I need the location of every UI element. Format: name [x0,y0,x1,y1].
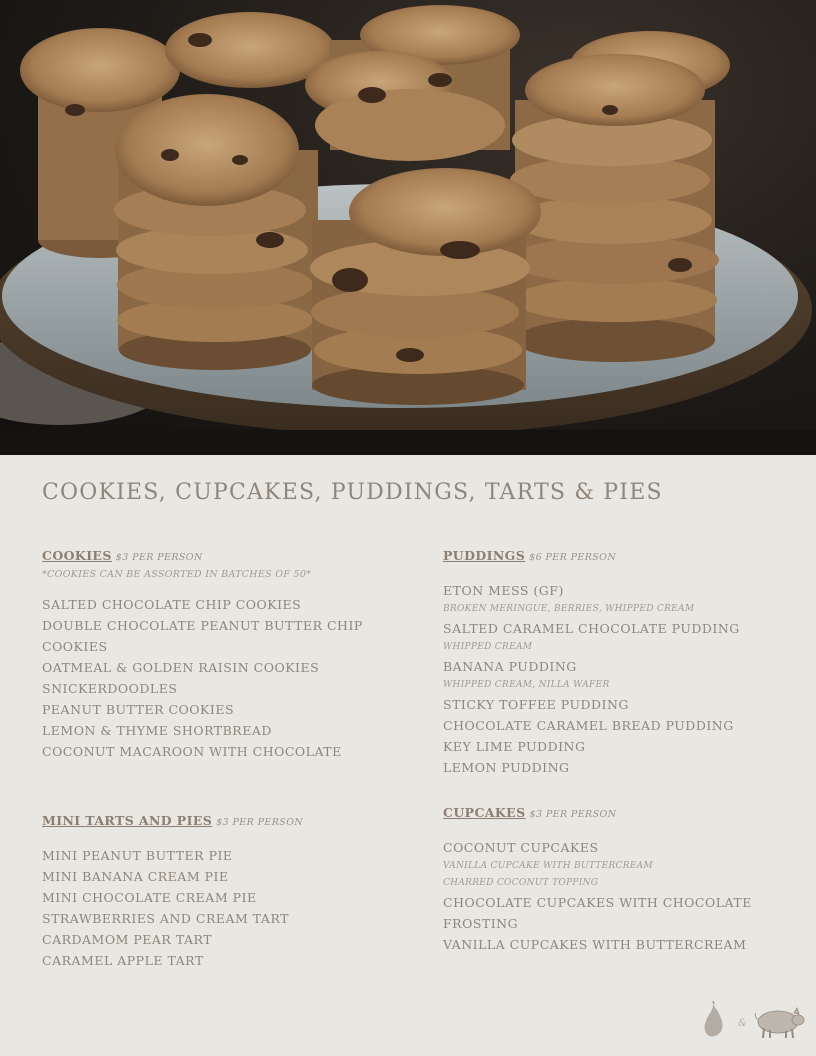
list-item: DOUBLE CHOCOLATE PEANUT BUTTER CHIP COOKIES [42,618,363,654]
list-item [443,837,763,892]
hero-photo [0,0,816,455]
pig-icon [755,1008,804,1038]
list-item: MINI PEANUT BUTTER PIE [42,848,233,863]
item-desc: WHIPPED CREAM, NILLA WAFER [443,680,610,690]
list-item [443,580,783,618]
fig-pig-logo [700,1000,810,1044]
list-item: MINI CHOCOLATE CREAM PIE [42,890,257,905]
puddings-heading: PUDDINGS [443,548,526,563]
tarts-heading: MINI TARTS AND PIES [42,813,213,828]
cookie-photo [0,0,816,455]
item-desc: VANILLA CUPCAKE WITH BUTTERCREAM [443,861,653,871]
tarts-price: $3 PER PERSON [216,817,304,828]
list-item [443,618,783,656]
cookies-note: *COOKIES CAN BE ASSORTED IN BATCHES OF 50* [42,569,312,580]
cupcakes-price: $3 PER PERSON [529,809,617,820]
puddings-section [443,548,783,778]
item-desc: WHIPPED CREAM [443,642,533,652]
cookies-list [42,594,422,762]
list-item: OATMEAL & GOLDEN RAISIN COOKIES [42,660,320,675]
list-item: LEMON PUDDING [443,760,570,775]
list-item: CARDAMOM PEAR TART [42,932,213,947]
page-title: COOKIES, CUPCAKES, PUDDINGS, TARTS & PIES [42,480,663,505]
item-name: SALTED CARAMEL CHOCOLATE PUDDING [443,621,740,636]
item-name: BANANA PUDDING [443,659,577,674]
fig-icon [705,1001,723,1036]
tarts-list [42,845,422,971]
list-item: CHOCOLATE CUPCAKES WITH CHOCOLATE FROSTING [443,895,752,931]
list-item: CARAMEL APPLE TART [42,953,204,968]
list-item: SNICKERDOODLES [42,681,178,696]
list-item [443,656,783,694]
list-item: VANILLA CUPCAKES WITH BUTTERCREAM [443,937,747,952]
item-desc: BROKEN MERINGUE, BERRIES, WHIPPED CREAM [443,604,695,614]
item-name: ETON MESS (GF) [443,583,564,598]
list-item: CHOCOLATE CARAMEL BREAD PUDDING [443,718,734,733]
cookies-section [42,548,422,762]
item-desc: CHARRED COCONUT TOPPING [443,878,599,888]
puddings-price: $6 PER PERSON [529,552,617,563]
tarts-section [42,813,422,971]
right-stack [510,54,719,362]
list-item: MINI BANANA CREAM PIE [42,869,229,884]
ampersand: & [738,1018,747,1029]
list-item: LEMON & THYME SHORTBREAD [42,723,272,738]
left-stack [114,94,318,370]
puddings-list [443,580,783,778]
footer-logo [700,1000,810,1044]
cupcakes-list [443,837,763,955]
list-item: STRAWBERRIES AND CREAM TART [42,911,289,926]
list-item: PEANUT BUTTER COOKIES [42,702,235,717]
list-item: KEY LIME PUDDING [443,739,586,754]
item-name: COCONUT CUPCAKES [443,840,599,855]
list-item: STICKY TOFFEE PUDDING [443,697,629,712]
list-item: COCONUT MACAROON WITH CHOCOLATE [42,744,342,759]
cupcakes-heading: CUPCAKES [443,805,526,820]
cupcakes-section [443,805,763,955]
list-item: SALTED CHOCOLATE CHIP COOKIES [42,597,302,612]
cookies-heading: COOKIES [42,548,112,563]
cookies-price: $3 PER PERSON [115,552,203,563]
